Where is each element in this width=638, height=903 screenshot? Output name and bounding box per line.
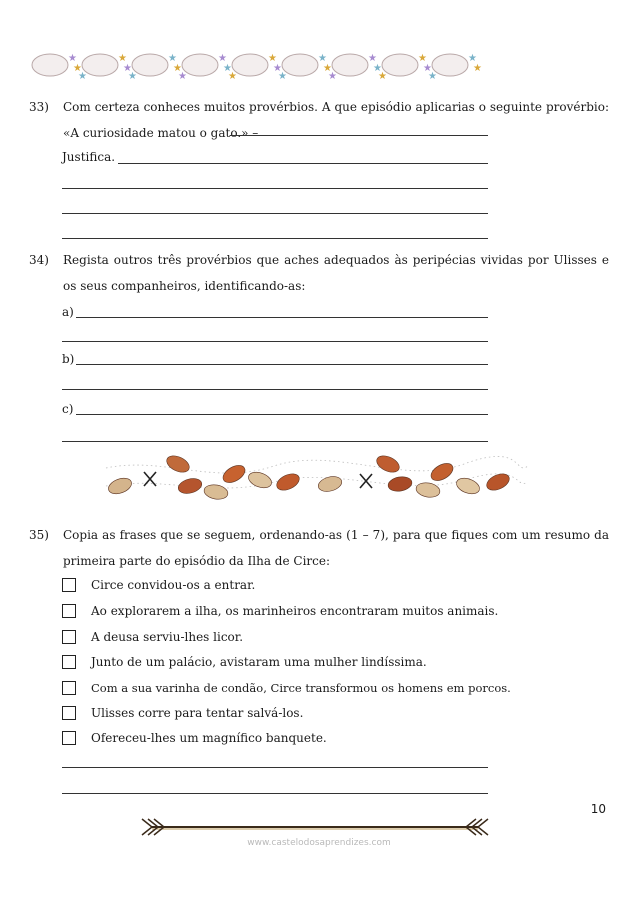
svg-text:★: ★: [168, 53, 177, 64]
item-label-c: c): [62, 402, 74, 416]
svg-text:★: ★: [68, 53, 77, 64]
sentence-item: Circe convidou-os a entrar.: [91, 578, 256, 592]
justify-label: Justifica.: [62, 150, 116, 164]
question-number: 35): [29, 528, 49, 542]
svg-text:★: ★: [468, 53, 477, 64]
item-label-a: a): [62, 305, 74, 319]
svg-text:★: ★: [118, 53, 127, 64]
answer-line[interactable]: [230, 135, 488, 136]
svg-text:★: ★: [173, 63, 182, 74]
sentence-item: Ao explorarem a ilha, os marinheiros encontraram muitos animais.: [91, 604, 499, 618]
svg-text:★: ★: [178, 71, 187, 81]
svg-text:★: ★: [328, 71, 337, 81]
answer-line[interactable]: [76, 317, 488, 318]
sentence-item: A deusa serviu-lhes licor.: [91, 630, 244, 644]
svg-text:★: ★: [418, 53, 427, 64]
svg-text:★: ★: [473, 63, 482, 74]
question-35: [29, 522, 609, 574]
svg-text:★: ★: [368, 53, 377, 64]
answer-line[interactable]: [62, 767, 488, 768]
answer-line[interactable]: [118, 163, 488, 164]
cloud-star-border: [28, 47, 490, 81]
order-checkbox[interactable]: [62, 630, 76, 644]
order-checkbox[interactable]: [62, 681, 76, 695]
order-checkbox[interactable]: [62, 706, 76, 720]
answer-line[interactable]: [62, 389, 488, 390]
svg-text:★: ★: [428, 71, 437, 81]
arrow-border: [140, 816, 490, 838]
question-text: Com certeza conheces muitos provérbios. A que episódio aplicarias o seguinte provérbio: «A curiosidade matou o gato.» –: [63, 100, 609, 140]
svg-text:★: ★: [123, 63, 132, 74]
svg-text:★: ★: [73, 63, 82, 74]
answer-line[interactable]: [76, 364, 488, 365]
svg-text:★: ★: [318, 53, 327, 64]
sentence-item: Com a sua varinha de condão, Circe transformou os homens em porcos.: [91, 681, 511, 695]
sentence-item: Ulisses corre para tentar salvá-los.: [91, 706, 304, 720]
svg-text:★: ★: [78, 71, 87, 81]
svg-text:★: ★: [423, 63, 432, 74]
svg-text:★: ★: [278, 71, 287, 81]
answer-line[interactable]: [62, 441, 488, 442]
question-number: 34): [29, 253, 49, 267]
answer-line[interactable]: [62, 188, 488, 189]
svg-text:★: ★: [268, 53, 277, 64]
svg-text:★: ★: [378, 71, 387, 81]
answer-line[interactable]: [62, 341, 488, 342]
question-text: Regista outros três provérbios que aches adequados às peripécias vividas por Ulisses e os seus companheiros, identificando-as:: [63, 253, 609, 293]
svg-text:★: ★: [218, 53, 227, 64]
order-checkbox[interactable]: [62, 655, 76, 669]
order-checkbox[interactable]: [62, 578, 76, 592]
question-number: 33): [29, 100, 49, 114]
answer-line[interactable]: [62, 213, 488, 214]
answer-line[interactable]: [76, 414, 488, 415]
item-label-b: b): [62, 352, 75, 366]
svg-text:★: ★: [273, 63, 282, 74]
order-checkbox[interactable]: [62, 604, 76, 618]
question-33: [29, 94, 609, 146]
answer-line[interactable]: [62, 793, 488, 794]
page-number: 10: [590, 802, 606, 816]
answer-line[interactable]: [62, 238, 488, 239]
order-checkbox[interactable]: [62, 731, 76, 745]
question-34: [29, 247, 609, 299]
autumn-leaves-border: [104, 446, 528, 502]
svg-text:★: ★: [373, 63, 382, 74]
sentence-item: Ofereceu-lhes um magnífico banquete.: [91, 731, 327, 745]
question-text: Copia as frases que se seguem, ordenando-as (1 – 7), para que fiques com um resumo da primeira parte do episódio da Ilha de Circe:: [63, 528, 609, 568]
svg-text:★: ★: [223, 63, 232, 74]
sentence-item: Junto de um palácio, avistaram uma mulher lindíssima.: [91, 655, 427, 669]
svg-text:★: ★: [128, 71, 137, 81]
footer-url: www.castelodosaprendizes.com: [247, 838, 391, 848]
svg-text:★: ★: [323, 63, 332, 74]
svg-text:★: ★: [228, 71, 237, 81]
